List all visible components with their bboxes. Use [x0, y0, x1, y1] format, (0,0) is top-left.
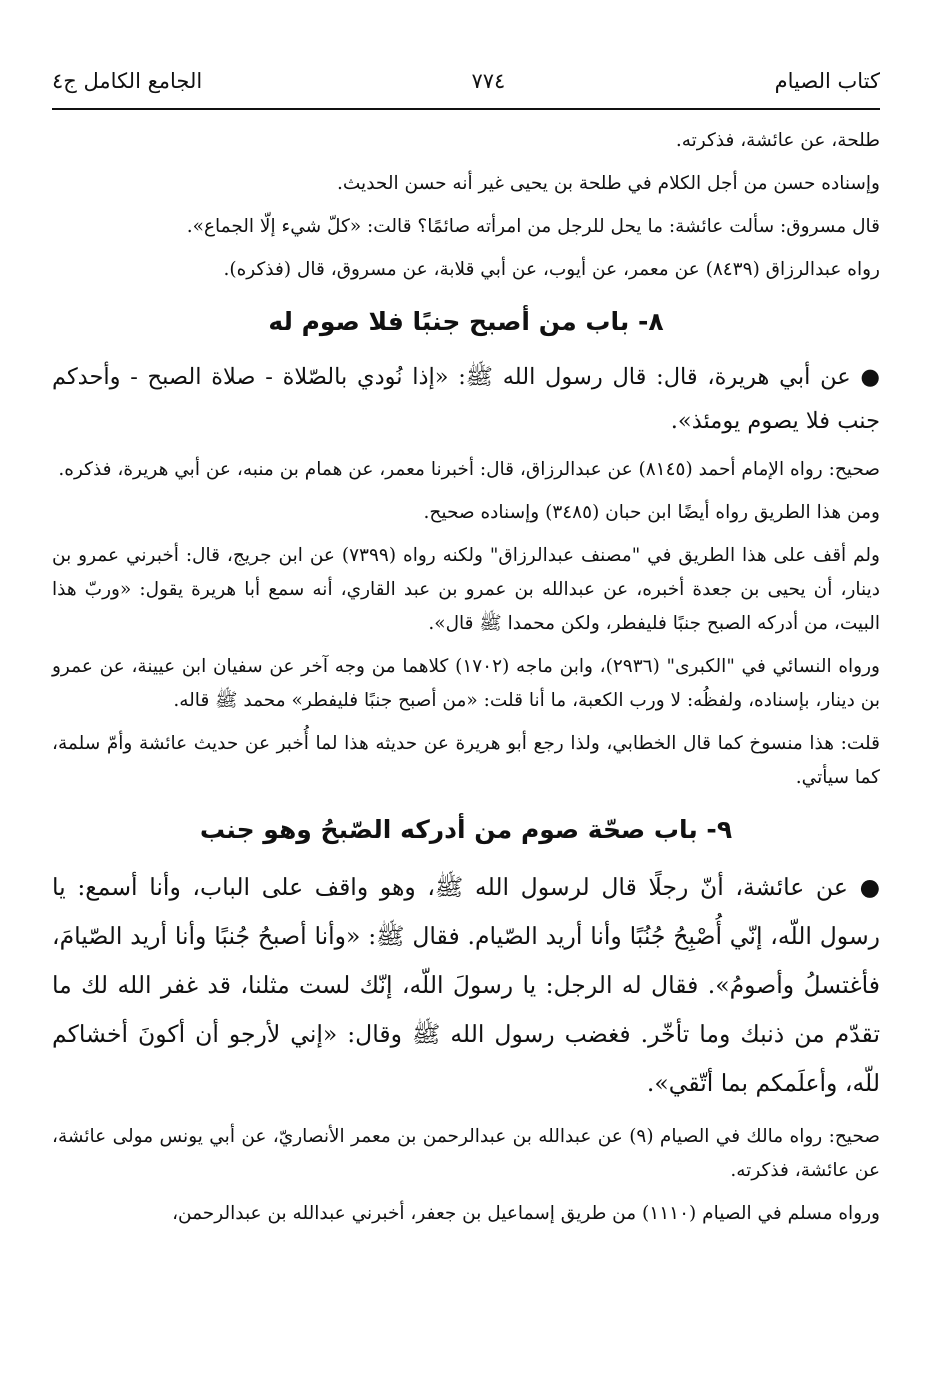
book-title: الجامع الكامل ج٤	[52, 69, 203, 93]
paragraph: رواه عبدالرزاق (٨٤٣٩) عن معمر، عن أيوب، عن أبي قلابة، عن مسروق، قال (فذكره).	[223, 259, 880, 280]
hadith-text: ● عن أبي هريرة، قال: قال رسول الله ﷺ: «إذا نُودي بالصّلاة - صلاة الصبح - وأحدكم جنب فلا يصوم يومئذ».	[52, 364, 880, 434]
paragraph: قلت: هذا منسوخ كما قال الخطابي، ولذا رجع أبو هريرة عن حديثه هذا لما أُخبر عن حديث عائشة وأمّ سلمة، كما سيأتي.	[52, 733, 880, 788]
chapter-heading-8: ٨- باب من أصبح جنبًا فلا صوم له	[268, 307, 664, 336]
paragraph: صحيح: رواه الإمام أحمد (٨١٤٥) عن عبدالرزاق، قال: أخبرنا معمر، عن همام بن منبه، عن أبي هريرة، فذكره.	[58, 459, 880, 480]
page-body	[52, 124, 880, 1240]
paragraph: طلحة، عن عائشة، فذكرته.	[675, 130, 880, 151]
paragraph: ومن هذا الطريق رواه أيضًا ابن حبان (٣٤٨٥) وإسناده صحيح.	[423, 502, 880, 523]
page-number: ٧٧٤	[471, 69, 506, 93]
book-section-title: كتاب الصيام	[774, 69, 880, 93]
page-header	[52, 55, 880, 107]
paragraph: ورواه مسلم في الصيام (١١١٠) من طريق إسماعيل بن جعفر، أخبرني عبدالله بن عبدالرحمن،	[172, 1203, 880, 1224]
hadith-text: ● عن عائشة، أنّ رجلًا قال لرسول الله ﷺ، وهو واقف على الباب، وأنا أسمع: يا رسول اللّه، إنّي أُصْبِحُ جُنُبًا وأنا أريد الصّيام. فقال ﷺ: «وأنا أصبحُ جُنبًا وأنا أريد الصّيامَ، فأغتسلُ وأصومُ». فقال له الرجل: يا رسولَ اللّه، إنّك لست مثلنا، قد غفر الله لك ما تقدّم من ذنبك وما تأخّر. فغضب رسول الله ﷺ وقال: «إني لأرجو أن أكونَ أخشاكم للّه، وأعلَمكم بما أتّقي».	[52, 873, 880, 1097]
header-rule	[52, 108, 880, 110]
paragraph: قال مسروق: سألت عائشة: ما يحل للرجل من امرأته صائمًا؟ قالت: «كلّ شيء إلّا الجماع».	[186, 216, 880, 237]
paragraph: ورواه النسائي في "الكبرى" (٢٩٣٦)، وابن ماجه (١٧٠٢) كلاهما من وجه آخر عن سفيان ابن عيينة، عن عمرو بن دينار، بإسناده، ولفظُه: لا ورب الكعبة، ما أنا قلت: «من أصبح جنبًا فليفطر» محمد ﷺ قاله.	[52, 656, 880, 711]
paragraph: صحيح: رواه مالك في الصيام (٩) عن عبدالله بن عبدالرحمن بن معمر الأنصاريّ، عن أبي يونس مولى عائشة، عن عائشة، فذكرته.	[52, 1126, 880, 1181]
paragraph: وإسناده حسن من أجل الكلام في طلحة بن يحيى غير أنه حسن الحديث.	[337, 173, 880, 194]
chapter-heading-9: ٩- باب صحّة صوم من أدركه الصّبحُ وهو جنب	[199, 815, 733, 844]
paragraph: ولم أقف على هذا الطريق في "مصنف عبدالرزاق" ولكنه رواه (٧٣٩٩) عن ابن جريج، قال: أخبرني عمرو بن دينار، أن يحيى بن جعدة أخبره، عن عبدالله بن عمرو بن عبد القاري، أنه سمع أبا هريرة يقول: «وربّ هذا البيت، من أدركه الصبح جنبًا فليفطر، ولكن محمدا ﷺ قال».	[52, 545, 880, 634]
